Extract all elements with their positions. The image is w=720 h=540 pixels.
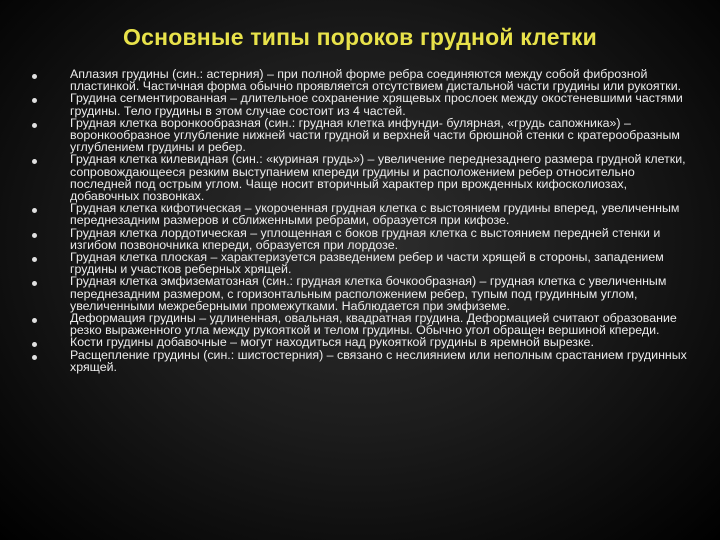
- bullet-item: [26, 202, 696, 226]
- bullet-text: Аплазия грудины (син.: астерния) – при полной форме ребра соединяются между собой фиброзной пластинкой. Частичная форма обычно проявляется отсутствием дистальной части грудины или рукоятки.: [70, 67, 682, 94]
- bullet-dot-icon: [32, 74, 37, 79]
- bullet-dot-icon: [32, 355, 37, 360]
- bullet-text: Грудная клетка плоская – характеризуется разведением ребер и части хрящей в стороны, западением грудины и участков реберных хрящей.: [70, 250, 664, 277]
- bullet-text: Грудная клетка лордотическая – уплощенная с боков грудная клетка с выстоянием передней стенки и изгибом позвоночника кпереди, образуется при лордозе.: [70, 225, 661, 252]
- bullet-item: [26, 153, 696, 202]
- bullet-item: [26, 92, 696, 116]
- bullet-text: Грудная клетка кифотическая – укороченная грудная клетка с выстоянием грудины вперед, увеличенным переднезадним размеров и сближенными ребрами, образуется при кифозе.: [70, 201, 680, 228]
- bullet-item: [26, 349, 696, 373]
- bullet-list: [26, 68, 696, 373]
- bullet-text: Расщепление грудины (син.: шистостерния) – связано с неслиянием или неполным срастанием грудинных хрящей.: [70, 347, 687, 374]
- bullet-item: [26, 312, 696, 336]
- bullet-dot-icon: [32, 257, 37, 262]
- bullet-item: [26, 227, 696, 251]
- bullet-dot-icon: [32, 318, 37, 323]
- bullet-text: Кости грудины добавочные – могут находиться над рукояткой грудины в яремной вырезке.: [70, 335, 594, 350]
- bullet-dot-icon: [32, 342, 37, 347]
- bullet-item: [26, 275, 696, 312]
- bullet-dot-icon: [32, 281, 37, 286]
- bullet-text: Грудная клетка воронкообразная (син.: грудная клетка инфунди- булярная, «грудь сапожника») – воронкообразное углубление нижней части грудной и верхней части брюшной стенки с кратерообразным углублением грудины и ребер.: [70, 115, 680, 155]
- bullet-dot-icon: [32, 159, 37, 164]
- bullet-item: [26, 336, 696, 348]
- bullet-item: [26, 117, 696, 154]
- bullet-text: Грудная клетка эмфизематозная (син.: грудная клетка бочкообразная) – грудная клетка с увеличенным переднезадним размером, с горизонтальным расположением ребер, тупым под грудинным углом, увеличенными межреберными промежутками. Наблюдается при эмфиземе.: [70, 274, 667, 313]
- bullet-dot-icon: [32, 233, 37, 238]
- bullet-item: [26, 251, 696, 275]
- bullet-text: Деформация грудины – удлиненная, овальная, квадратная грудина. Деформацией считают образование резко выраженного угла между рукояткой и телом грудины. Обычно угол обращен вершиной кпереди.: [70, 311, 677, 338]
- slide-title: Основные типы пороков грудной клетки: [123, 24, 597, 50]
- bullet-dot-icon: [32, 98, 37, 103]
- bullet-dot-icon: [32, 123, 37, 128]
- bullet-dot-icon: [32, 208, 37, 213]
- bullet-text: Грудная клетка килевидная (син.: «куриная грудь») – увеличение переднезаднего размера грудной клетки, сопровождающееся резким выступанием кпереди грудины и расположением ребер относительно последней под острым углом. Чаще носит вторичный характер при врожденных кифосколиозах, добавочных позвонках.: [70, 152, 686, 204]
- bullet-text: Грудина сегментированная – длительное сохранение хрящевых прослоек между окостеневшими частями грудины. Тело грудины в этом случае состоит из 4 частей.: [70, 91, 683, 118]
- bullet-item: [26, 68, 696, 92]
